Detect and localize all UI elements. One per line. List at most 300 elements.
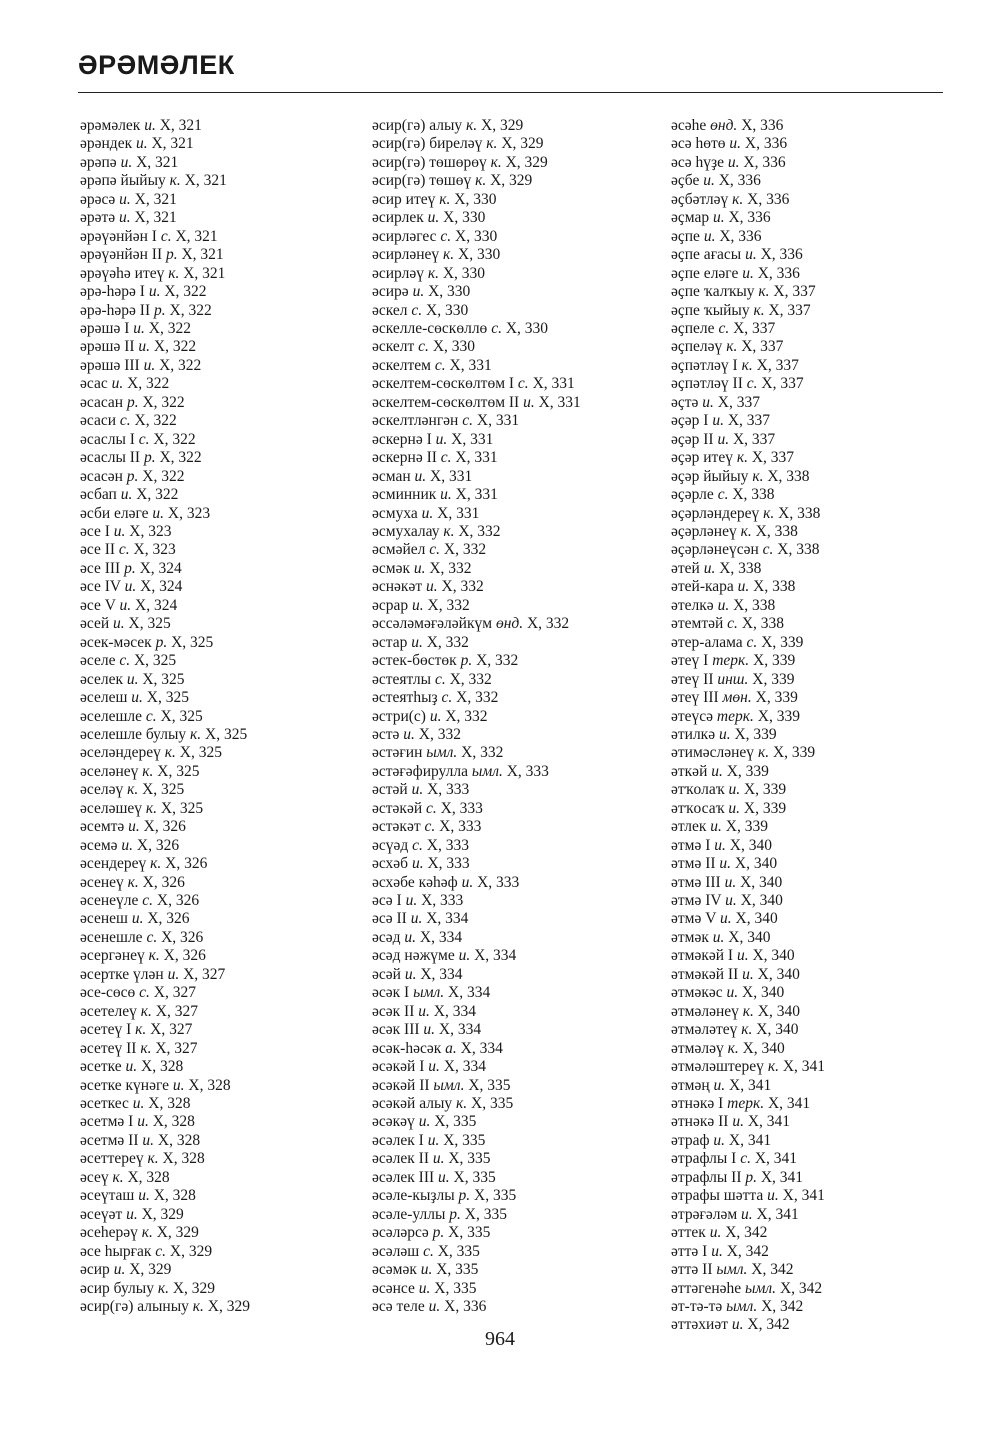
part-of-speech: с. bbox=[517, 375, 529, 393]
headword: әсәк I bbox=[372, 984, 410, 1002]
headword: әсенешле bbox=[80, 928, 143, 946]
dictionary-entry bbox=[671, 1261, 825, 1279]
headword: әрәшә II bbox=[80, 338, 135, 356]
part-of-speech: и. bbox=[148, 283, 161, 301]
part-of-speech: и. bbox=[111, 375, 124, 393]
dictionary-entry bbox=[80, 689, 250, 707]
dictionary-entry bbox=[80, 1003, 250, 1021]
headword: әсәк-һәсәк bbox=[372, 1039, 442, 1057]
part-of-speech: и. bbox=[523, 393, 535, 411]
volume-page-ref: X, 340 bbox=[734, 855, 778, 873]
dictionary-entry bbox=[80, 781, 250, 799]
part-of-speech: и. bbox=[412, 283, 425, 301]
dictionary-entry bbox=[372, 412, 581, 430]
dictionary-entry bbox=[671, 1132, 825, 1150]
dictionary-entry bbox=[372, 892, 581, 910]
part-of-speech: и. bbox=[420, 1261, 433, 1279]
volume-page-ref: X, 321 bbox=[159, 117, 202, 134]
volume-page-ref: X, 339 bbox=[761, 633, 804, 651]
headword: әсе I bbox=[80, 522, 110, 540]
volume-page-ref: X, 335 bbox=[434, 1279, 477, 1297]
part-of-speech: ымл. bbox=[413, 984, 445, 1002]
volume-page-ref: X, 335 bbox=[471, 1095, 514, 1113]
volume-page-ref: X, 335 bbox=[464, 1205, 507, 1223]
volume-page-ref: X, 340 bbox=[742, 984, 785, 1002]
headword: әсетеү II bbox=[80, 1039, 137, 1057]
volume-page-ref: X, 335 bbox=[443, 1131, 486, 1149]
volume-page-ref: X, 325 bbox=[171, 633, 214, 651]
headword: әсхәб bbox=[372, 855, 409, 873]
dictionary-entry bbox=[671, 320, 825, 338]
dictionary-entry bbox=[372, 966, 581, 984]
volume-page-ref: X, 334 bbox=[448, 984, 491, 1002]
volume-page-ref: X, 335 bbox=[436, 1261, 479, 1279]
headword: әсирә bbox=[372, 283, 409, 301]
volume-page-ref: X, 325 bbox=[146, 689, 189, 707]
part-of-speech: и. bbox=[727, 153, 740, 171]
headword: әтрафлы II bbox=[671, 1168, 742, 1186]
volume-page-ref: X, 336 bbox=[743, 153, 786, 171]
headword: әттәгенәһе bbox=[671, 1279, 742, 1297]
volume-page-ref: X, 331 bbox=[538, 393, 581, 411]
part-of-speech: к. bbox=[439, 190, 451, 208]
part-of-speech: и. bbox=[737, 578, 750, 596]
volume-page-ref: X, 336 bbox=[747, 190, 790, 208]
part-of-speech: и. bbox=[132, 1095, 145, 1113]
volume-page-ref: X, 341 bbox=[767, 1095, 811, 1113]
part-of-speech: к. bbox=[475, 172, 487, 190]
volume-page-ref: X, 321 bbox=[134, 190, 177, 208]
part-of-speech: и. bbox=[404, 928, 417, 946]
headword: әрәүәнйән II bbox=[80, 246, 163, 264]
volume-page-ref: X, 341 bbox=[728, 1131, 772, 1149]
headword: әсетеү I bbox=[80, 1021, 132, 1039]
dictionary-entry bbox=[671, 837, 825, 855]
part-of-speech: и. bbox=[703, 559, 716, 577]
headword: әттек bbox=[671, 1224, 706, 1242]
headword: әткәй bbox=[671, 762, 708, 780]
volume-page-ref: X, 321 bbox=[175, 227, 218, 245]
headword: әссәләмәғәләйкүм bbox=[372, 615, 493, 633]
headword: әрә-һәрә I bbox=[80, 283, 145, 301]
volume-page-ref: X, 341 bbox=[782, 1058, 826, 1076]
volume-page-ref: X, 338 bbox=[753, 578, 796, 596]
volume-page-ref: X, 331 bbox=[455, 449, 498, 467]
dictionary-entry bbox=[372, 689, 581, 707]
headword: әсби еләге bbox=[80, 504, 149, 522]
dictionary-entry bbox=[80, 947, 250, 965]
headword: әсасан bbox=[80, 393, 124, 411]
volume-page-ref: X, 336 bbox=[728, 209, 771, 227]
volume-page-ref: X, 326 bbox=[142, 873, 185, 891]
headword: әҫәр II bbox=[671, 430, 714, 448]
volume-page-ref: X, 322 bbox=[153, 430, 196, 448]
dictionary-entry bbox=[372, 486, 581, 504]
headword: әтрафы шәтта bbox=[671, 1187, 764, 1205]
part-of-speech: к. bbox=[726, 338, 738, 356]
part-of-speech: и. bbox=[741, 1205, 753, 1223]
volume-page-ref: X, 337 bbox=[741, 338, 784, 356]
headword: әсасән bbox=[80, 467, 123, 485]
dictionary-entry bbox=[372, 910, 581, 928]
part-of-speech: к. bbox=[142, 762, 154, 780]
dictionary-entry bbox=[671, 726, 825, 744]
part-of-speech: к. bbox=[742, 1002, 754, 1020]
dictionary-entry bbox=[372, 1077, 581, 1095]
dictionary-entry bbox=[671, 671, 825, 689]
volume-page-ref: X, 329 bbox=[505, 153, 548, 171]
volume-page-ref: X, 333 bbox=[427, 855, 470, 873]
headword: әскелтләнгән bbox=[372, 412, 459, 430]
volume-page-ref: X, 332 bbox=[476, 652, 519, 670]
part-of-speech: к. bbox=[135, 1021, 147, 1039]
volume-page-ref: X, 329 bbox=[207, 1298, 250, 1315]
volume-page-ref: X, 336 bbox=[719, 227, 762, 245]
dictionary-entry bbox=[671, 1113, 825, 1131]
part-of-speech: и. bbox=[418, 1279, 431, 1297]
volume-page-ref: X, 339 bbox=[755, 689, 798, 707]
dictionary-entry bbox=[80, 191, 250, 209]
volume-page-ref: X, 336 bbox=[757, 264, 800, 282]
volume-page-ref: X, 326 bbox=[143, 818, 186, 836]
headword: әтҡолаҡ bbox=[671, 781, 725, 799]
headword: әсир(гә) төшөү bbox=[372, 172, 472, 190]
volume-page-ref: X, 337 bbox=[727, 412, 771, 430]
running-head: ӘРӘМӘЛЕК bbox=[78, 50, 235, 80]
dictionary-entry bbox=[80, 929, 250, 947]
part-of-speech: терк. bbox=[727, 1095, 765, 1113]
dictionary-entry bbox=[80, 726, 250, 744]
part-of-speech: к. bbox=[443, 246, 455, 264]
headword: әскелтем bbox=[372, 356, 431, 374]
dictionary-entry bbox=[80, 1261, 250, 1279]
volume-page-ref: X, 339 bbox=[753, 652, 796, 670]
volume-page-ref: X, 335 bbox=[448, 1150, 491, 1168]
part-of-speech: к. bbox=[192, 1298, 204, 1315]
volume-page-ref: X, 337 bbox=[761, 375, 804, 393]
dictionary-entry bbox=[372, 781, 581, 799]
volume-page-ref: X, 328 bbox=[188, 1076, 231, 1094]
headword: әҫәр йыйыу bbox=[671, 467, 749, 485]
headword: әсир(гә) төшөрөү bbox=[372, 153, 487, 171]
part-of-speech: и. bbox=[131, 910, 144, 928]
dictionary-entry bbox=[671, 431, 825, 449]
dictionary-entry bbox=[372, 578, 581, 596]
headword: әскелт bbox=[372, 338, 415, 356]
dictionary-entry bbox=[671, 375, 825, 393]
headword: әсәкәү bbox=[372, 1113, 415, 1131]
volume-page-ref: X, 332 bbox=[449, 670, 492, 688]
part-of-speech: и. bbox=[726, 984, 739, 1002]
part-of-speech: и. bbox=[423, 1021, 436, 1039]
volume-page-ref: X, 331 bbox=[437, 504, 480, 522]
headword: әсәлек I bbox=[372, 1131, 424, 1149]
headword: әсәй bbox=[372, 965, 401, 983]
volume-page-ref: X, 321 bbox=[136, 153, 179, 171]
dictionary-entry bbox=[671, 1150, 825, 1168]
dictionary-entry bbox=[372, 800, 581, 818]
volume-page-ref: X, 324 bbox=[135, 596, 178, 614]
volume-page-ref: X, 335 bbox=[474, 1187, 517, 1205]
headword: әсергәнеү bbox=[80, 947, 145, 965]
headword: әҫәрле bbox=[671, 486, 714, 504]
dictionary-entry bbox=[372, 1132, 581, 1150]
part-of-speech: и. bbox=[126, 1205, 138, 1223]
dictionary-entry bbox=[372, 634, 581, 652]
headword: әттәхиәт bbox=[671, 1316, 729, 1334]
dictionary-entry bbox=[372, 1224, 581, 1242]
part-of-speech: к. bbox=[466, 117, 478, 134]
dictionary-entry bbox=[671, 1280, 825, 1298]
headword: әтемтәй bbox=[671, 615, 724, 633]
part-of-speech: к. bbox=[164, 744, 176, 762]
headword: әтеү I bbox=[671, 652, 709, 670]
headword: әсаси bbox=[80, 412, 117, 430]
volume-page-ref: X, 333 bbox=[440, 799, 483, 817]
headword: әсемтә bbox=[80, 818, 125, 836]
volume-page-ref: X, 332 bbox=[445, 707, 488, 725]
dictionary-entry bbox=[372, 246, 581, 264]
part-of-speech: и. bbox=[713, 1076, 726, 1094]
dictionary-entry bbox=[80, 578, 250, 596]
volume-page-ref: X, 335 bbox=[453, 1168, 496, 1186]
dictionary-entry bbox=[372, 302, 581, 320]
dictionary-entry bbox=[80, 1150, 250, 1168]
volume-page-ref: X, 328 bbox=[162, 1150, 205, 1168]
dictionary-entry bbox=[80, 966, 250, 984]
part-of-speech: терк. bbox=[716, 707, 754, 725]
headword: әҫәрләнеүсән bbox=[671, 541, 759, 559]
headword: әтеү II bbox=[671, 670, 714, 688]
headword: әсе V bbox=[80, 596, 116, 614]
volume-page-ref: X, 325 bbox=[205, 725, 248, 743]
part-of-speech: с. bbox=[762, 541, 774, 559]
volume-page-ref: X, 336 bbox=[718, 172, 761, 190]
volume-page-ref: X, 339 bbox=[734, 725, 777, 743]
dictionary-entry bbox=[372, 1261, 581, 1279]
volume-page-ref: X, 332 bbox=[456, 689, 499, 707]
dictionary-entry bbox=[372, 671, 581, 689]
part-of-speech: и. bbox=[411, 781, 424, 799]
headword: әҫпәтләү I bbox=[671, 356, 738, 374]
part-of-speech: и. bbox=[714, 836, 726, 854]
part-of-speech: с. bbox=[146, 928, 158, 946]
dictionary-entry bbox=[80, 744, 250, 762]
part-of-speech: и. bbox=[703, 227, 716, 245]
volume-page-ref: X, 325 bbox=[179, 744, 222, 762]
part-of-speech: и. bbox=[432, 1150, 445, 1168]
dictionary-entry bbox=[372, 744, 581, 762]
dictionary-entry bbox=[372, 154, 581, 172]
volume-page-ref: X, 327 bbox=[155, 1002, 198, 1020]
volume-page-ref: X, 334 bbox=[474, 947, 517, 965]
part-of-speech: и. bbox=[713, 1131, 726, 1149]
part-of-speech: и. bbox=[745, 246, 757, 264]
volume-page-ref: X, 328 bbox=[157, 1131, 201, 1149]
headword: әсаслы II bbox=[80, 449, 141, 467]
part-of-speech: и. bbox=[717, 596, 730, 614]
volume-page-ref: X, 322 bbox=[148, 319, 191, 337]
part-of-speech: и. bbox=[736, 947, 749, 965]
part-of-speech: к. bbox=[490, 153, 502, 171]
headword: әсирләү bbox=[372, 264, 424, 282]
dictionary-entry bbox=[372, 449, 581, 467]
volume-page-ref: X, 340 bbox=[740, 873, 783, 891]
headword: әсеү bbox=[80, 1168, 109, 1186]
dictionary-entry bbox=[80, 818, 250, 836]
part-of-speech: и. bbox=[135, 135, 148, 153]
dictionary-entry bbox=[372, 855, 581, 873]
part-of-speech: и. bbox=[710, 818, 722, 836]
headword: әрә-һәрә II bbox=[80, 301, 151, 319]
dictionary-entry bbox=[372, 394, 581, 412]
part-of-speech: и. bbox=[143, 356, 156, 374]
dictionary-entry bbox=[80, 468, 250, 486]
volume-page-ref: X, 336 bbox=[741, 117, 784, 134]
headword: әсетелеү bbox=[80, 1002, 137, 1020]
dictionary-entry bbox=[372, 1003, 581, 1021]
part-of-speech: с. bbox=[118, 541, 130, 559]
volume-page-ref: X, 325 bbox=[142, 781, 185, 799]
headword: әселәү bbox=[80, 781, 124, 799]
headword: әтелкә bbox=[671, 596, 714, 614]
volume-page-ref: X, 338 bbox=[755, 522, 798, 540]
dictionary-entry bbox=[671, 966, 825, 984]
volume-page-ref: X, 330 bbox=[454, 190, 497, 208]
volume-page-ref: X, 327 bbox=[153, 984, 196, 1002]
volume-page-ref: X, 330 bbox=[505, 319, 549, 337]
volume-page-ref: X, 340 bbox=[757, 1002, 800, 1020]
dictionary-entry bbox=[80, 154, 250, 172]
dictionary-entry bbox=[671, 818, 825, 836]
part-of-speech: и. bbox=[725, 892, 737, 910]
dictionary-entry bbox=[372, 117, 581, 135]
dictionary-entry bbox=[671, 265, 825, 283]
dictionary-entry bbox=[671, 209, 825, 227]
volume-page-ref: X, 329 bbox=[141, 1205, 184, 1223]
volume-page-ref: X, 332 bbox=[418, 725, 461, 743]
headword: әсәд bbox=[372, 928, 401, 946]
dictionary-entry bbox=[671, 541, 825, 559]
part-of-speech: ымл. bbox=[726, 1298, 758, 1315]
dictionary-entry bbox=[372, 228, 581, 246]
volume-page-ref: X, 330 bbox=[426, 301, 469, 319]
headword: әскелтем-сөскөлтөм I bbox=[372, 375, 515, 393]
headword: әсеттереү bbox=[80, 1150, 144, 1168]
headword: әстә bbox=[372, 725, 400, 743]
dictionary-entry bbox=[80, 449, 250, 467]
headword: әҫпеләү bbox=[671, 338, 723, 356]
dictionary-entry bbox=[671, 634, 825, 652]
dictionary-entry bbox=[80, 910, 250, 928]
part-of-speech: инш. bbox=[717, 670, 749, 688]
headword: әсман bbox=[372, 467, 411, 485]
volume-page-ref: X, 326 bbox=[165, 855, 208, 873]
volume-page-ref: X, 329 bbox=[156, 1224, 199, 1242]
volume-page-ref: X, 329 bbox=[169, 1242, 213, 1260]
part-of-speech: к. bbox=[753, 301, 765, 319]
dictionary-entry bbox=[372, 708, 581, 726]
volume-page-ref: X, 342 bbox=[751, 1261, 794, 1279]
headword: әтеү III bbox=[671, 689, 719, 707]
dictionary-entry bbox=[80, 375, 250, 393]
volume-page-ref: X, 321 bbox=[181, 246, 224, 264]
dictionary-entry bbox=[372, 209, 581, 227]
headword: әстәкәй bbox=[372, 799, 423, 817]
volume-page-ref: X, 338 bbox=[767, 467, 810, 485]
headword: әселәндереү bbox=[80, 744, 161, 762]
dictionary-entry bbox=[80, 560, 250, 578]
part-of-speech: с. bbox=[441, 689, 453, 707]
headword: әсе III bbox=[80, 559, 121, 577]
dictionary-entry bbox=[80, 338, 250, 356]
part-of-speech: с. bbox=[426, 799, 437, 817]
dictionary-entry bbox=[80, 634, 250, 652]
volume-page-ref: X, 325 bbox=[128, 615, 171, 633]
headword: әсеткес bbox=[80, 1095, 129, 1113]
dictionary-entry bbox=[671, 412, 825, 430]
part-of-speech: и. bbox=[709, 1224, 722, 1242]
dictionary-entry bbox=[372, 947, 581, 965]
part-of-speech: к. bbox=[763, 504, 775, 522]
volume-page-ref: X, 321 bbox=[184, 172, 227, 190]
part-of-speech: с. bbox=[727, 615, 738, 633]
part-of-speech: к. bbox=[112, 1168, 124, 1186]
headword: әсәләрсә bbox=[372, 1224, 429, 1242]
part-of-speech: ымл. bbox=[426, 744, 458, 762]
dictionary-entry bbox=[80, 320, 250, 338]
dictionary-entry bbox=[80, 246, 250, 264]
part-of-speech: р. bbox=[154, 301, 166, 319]
headword: әсмуха bbox=[372, 504, 418, 522]
volume-page-ref: X, 338 bbox=[777, 541, 820, 559]
dictionary-entry bbox=[80, 708, 250, 726]
dictionary-entry bbox=[372, 1113, 581, 1131]
part-of-speech: и. bbox=[711, 762, 723, 780]
part-of-speech: к. bbox=[169, 172, 181, 190]
headword: әтрафлы I bbox=[671, 1150, 737, 1168]
part-of-speech: к. bbox=[168, 264, 180, 282]
part-of-speech: и. bbox=[121, 836, 134, 854]
part-of-speech: к. bbox=[736, 449, 748, 467]
headword: әсе IV bbox=[80, 578, 121, 596]
headword: әтмә IV bbox=[671, 892, 722, 910]
part-of-speech: и. bbox=[418, 1113, 431, 1131]
dictionary-entry bbox=[372, 468, 581, 486]
volume-page-ref: X, 322 bbox=[127, 375, 170, 393]
headword: әҫпеле bbox=[671, 319, 715, 337]
dictionary-entry bbox=[671, 1077, 825, 1095]
headword: әсертке үлән bbox=[80, 965, 164, 983]
headword: әсетмә I bbox=[80, 1113, 134, 1131]
volume-page-ref: X, 330 bbox=[443, 209, 486, 227]
part-of-speech: и. bbox=[138, 338, 151, 356]
part-of-speech: и. bbox=[411, 855, 424, 873]
dictionary-entry bbox=[671, 523, 825, 541]
dictionary-entry bbox=[671, 449, 825, 467]
volume-page-ref: X, 333 bbox=[506, 762, 549, 780]
dictionary-entry bbox=[80, 1058, 250, 1076]
headword: әселәнеү bbox=[80, 762, 139, 780]
part-of-speech: р. bbox=[458, 1187, 471, 1205]
headword: әселеш bbox=[80, 689, 128, 707]
dictionary-entry bbox=[372, 1298, 581, 1316]
headword: әтмә III bbox=[671, 873, 721, 891]
volume-page-ref: X, 334 bbox=[443, 1058, 486, 1076]
dictionary-entry bbox=[372, 984, 581, 1002]
volume-page-ref: X, 339 bbox=[743, 781, 787, 799]
headword: әрәсә bbox=[80, 190, 116, 208]
